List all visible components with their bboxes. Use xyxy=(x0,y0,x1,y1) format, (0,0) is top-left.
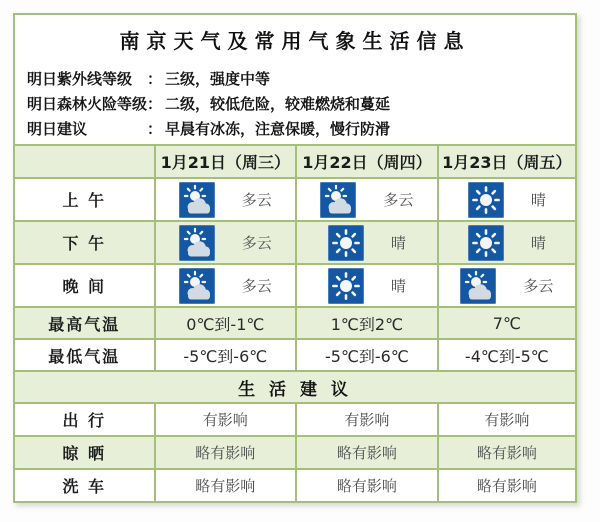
weather-cell xyxy=(296,221,438,264)
life-advice-section-row xyxy=(14,371,576,403)
forecast-info-block xyxy=(27,67,575,142)
weather-cell xyxy=(296,178,438,221)
travel-label: 出 行 xyxy=(14,403,155,436)
uv-level-label: 明日紫外线等级 xyxy=(27,70,133,88)
afternoon-label: 下 午 xyxy=(14,221,155,264)
colon: ： xyxy=(147,120,163,138)
travel-value: 有影响 xyxy=(296,403,438,436)
weather-icon xyxy=(179,182,215,218)
weather-condition-label: 多云 xyxy=(241,277,272,295)
weather-condition-label: 晴 xyxy=(530,234,546,252)
max-temp-row xyxy=(14,307,576,339)
min-temp-value: -5℃到-6℃ xyxy=(155,339,297,371)
min-temp-row xyxy=(14,339,576,371)
date-header-thu: 1月22日（周四） xyxy=(296,145,438,178)
weather-cell xyxy=(155,178,297,221)
weather-condition-label: 晴 xyxy=(530,191,546,209)
drying-row xyxy=(14,436,576,469)
weather-panel xyxy=(13,13,577,503)
date-header-row xyxy=(14,145,576,178)
drying-value: 略有影响 xyxy=(296,436,438,469)
weather-icon xyxy=(468,182,504,218)
sun-cloud-icon xyxy=(179,225,215,261)
sun-cloud-icon xyxy=(460,268,496,304)
car-wash-row xyxy=(14,469,576,502)
max-temp-value: 0℃到-1℃ xyxy=(155,307,297,339)
weather-cell xyxy=(155,264,297,307)
drying-value: 略有影响 xyxy=(438,436,576,469)
corner-cell xyxy=(14,145,155,178)
advice-label: 明日建议 xyxy=(27,120,88,138)
sun-cloud-icon xyxy=(320,182,356,218)
evening-label: 晚 间 xyxy=(14,264,155,307)
weather-icon xyxy=(328,225,364,261)
weather-condition-label: 晴 xyxy=(390,277,406,295)
weather-cell xyxy=(155,221,297,264)
morning-label: 上 午 xyxy=(14,178,155,221)
life-advice-section-title: 生 活 建 议 xyxy=(14,371,576,403)
colon: ： xyxy=(147,95,163,113)
car-wash-value: 略有影响 xyxy=(155,469,297,502)
weather-table xyxy=(13,144,577,503)
max-temp-value: 1℃到2℃ xyxy=(296,307,438,339)
weather-condition-label: 多云 xyxy=(383,191,414,209)
sun-cloud-icon xyxy=(179,268,215,304)
uv-level-value: 三级，强度中等 xyxy=(165,70,271,88)
max-temp-value: 7℃ xyxy=(438,307,576,339)
date-header-fri: 1月23日（周五） xyxy=(438,145,576,178)
travel-row xyxy=(14,403,576,436)
advice-line xyxy=(27,117,575,142)
drying-value: 略有影响 xyxy=(155,436,297,469)
weather-condition-label: 多云 xyxy=(241,191,272,209)
max-temp-label: 最高气温 xyxy=(14,307,155,339)
advice-value: 早晨有冰冻，注意保暖，慢行防滑 xyxy=(165,120,391,138)
weather-icon xyxy=(468,225,504,261)
weather-icon xyxy=(179,268,215,304)
drying-label: 晾 晒 xyxy=(14,436,155,469)
evening-row xyxy=(14,264,576,307)
sun-icon xyxy=(328,268,364,304)
car-wash-label: 洗 车 xyxy=(14,469,155,502)
colon: ： xyxy=(147,70,163,88)
travel-value: 有影响 xyxy=(155,403,297,436)
page-title: 南京天气及常用气象生活信息 xyxy=(119,29,471,53)
weather-cell xyxy=(438,178,576,221)
min-temp-value: -4℃到-5℃ xyxy=(438,339,576,371)
date-header-wed: 1月21日（周三） xyxy=(155,145,297,178)
weather-condition-label: 晴 xyxy=(390,234,406,252)
uv-level-line xyxy=(27,67,575,92)
weather-icon xyxy=(328,268,364,304)
morning-row xyxy=(14,178,576,221)
sun-icon xyxy=(328,225,364,261)
afternoon-row xyxy=(14,221,576,264)
min-temp-value: -5℃到-6℃ xyxy=(296,339,438,371)
weather-cell xyxy=(438,264,576,307)
weather-condition-label: 多云 xyxy=(241,234,272,252)
weather-cell xyxy=(438,221,576,264)
weather-cell xyxy=(296,264,438,307)
weather-condition-label: 多云 xyxy=(523,277,554,295)
weather-icon xyxy=(179,225,215,261)
fire-risk-value: 二级，较低危险，较难燃烧和蔓延 xyxy=(165,95,391,113)
fire-risk-label: 明日森林火险等级 xyxy=(27,95,148,113)
sun-icon xyxy=(468,182,504,218)
travel-value: 有影响 xyxy=(438,403,576,436)
weather-icon xyxy=(320,182,356,218)
weather-icon xyxy=(460,268,496,304)
sun-cloud-icon xyxy=(179,182,215,218)
car-wash-value: 略有影响 xyxy=(438,469,576,502)
car-wash-value: 略有影响 xyxy=(296,469,438,502)
sun-icon xyxy=(468,225,504,261)
fire-risk-line xyxy=(27,92,575,117)
min-temp-label: 最低气温 xyxy=(14,339,155,371)
